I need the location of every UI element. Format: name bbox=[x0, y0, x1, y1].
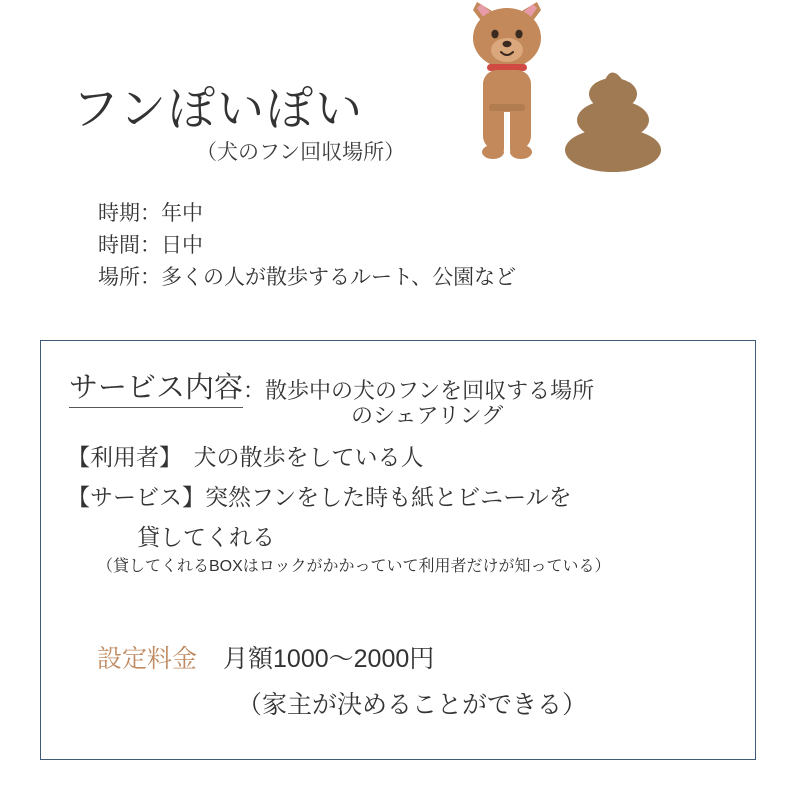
info-block bbox=[98, 198, 516, 294]
page-title: フンぽいぽい bbox=[72, 82, 365, 135]
service-offering-line: 【サービス】突然フンをした時も紙とビニールを bbox=[67, 484, 572, 510]
service-heading-label: サービス内容 bbox=[69, 365, 243, 408]
service-heading-row bbox=[69, 365, 594, 408]
service-user-line: 【利用者】 犬の散歩をしている人 bbox=[67, 444, 424, 470]
price-value: 月額1000〜2000円 bbox=[223, 645, 435, 673]
price-note: （家主が決めることができる） bbox=[237, 691, 588, 719]
service-details-box bbox=[40, 340, 756, 760]
page-subtitle: （犬のフン回収場所） bbox=[196, 141, 406, 164]
illustration-group bbox=[455, 0, 675, 185]
service-heading-colon: ： bbox=[243, 378, 266, 403]
info-line-time: 時間：日中 bbox=[98, 234, 203, 257]
price-row bbox=[97, 639, 434, 675]
poop-illustration bbox=[565, 72, 661, 172]
info-line-place: 場所：多くの人が散歩するルート、公園など bbox=[98, 266, 517, 289]
service-note: （貸してくれるBOXはロックがかかっていて利用者だけが知っている） bbox=[97, 558, 611, 575]
service-description-line1: 散歩中の犬のフンを回収する場所 bbox=[265, 378, 595, 403]
service-description-line2: のシェアリング bbox=[351, 403, 504, 428]
info-line-period: 時期：年中 bbox=[98, 202, 203, 225]
service-offering-line-cont: 貸してくれる bbox=[137, 524, 275, 550]
price-label: 設定料金 bbox=[97, 645, 198, 673]
dog-illustration bbox=[473, 2, 541, 159]
